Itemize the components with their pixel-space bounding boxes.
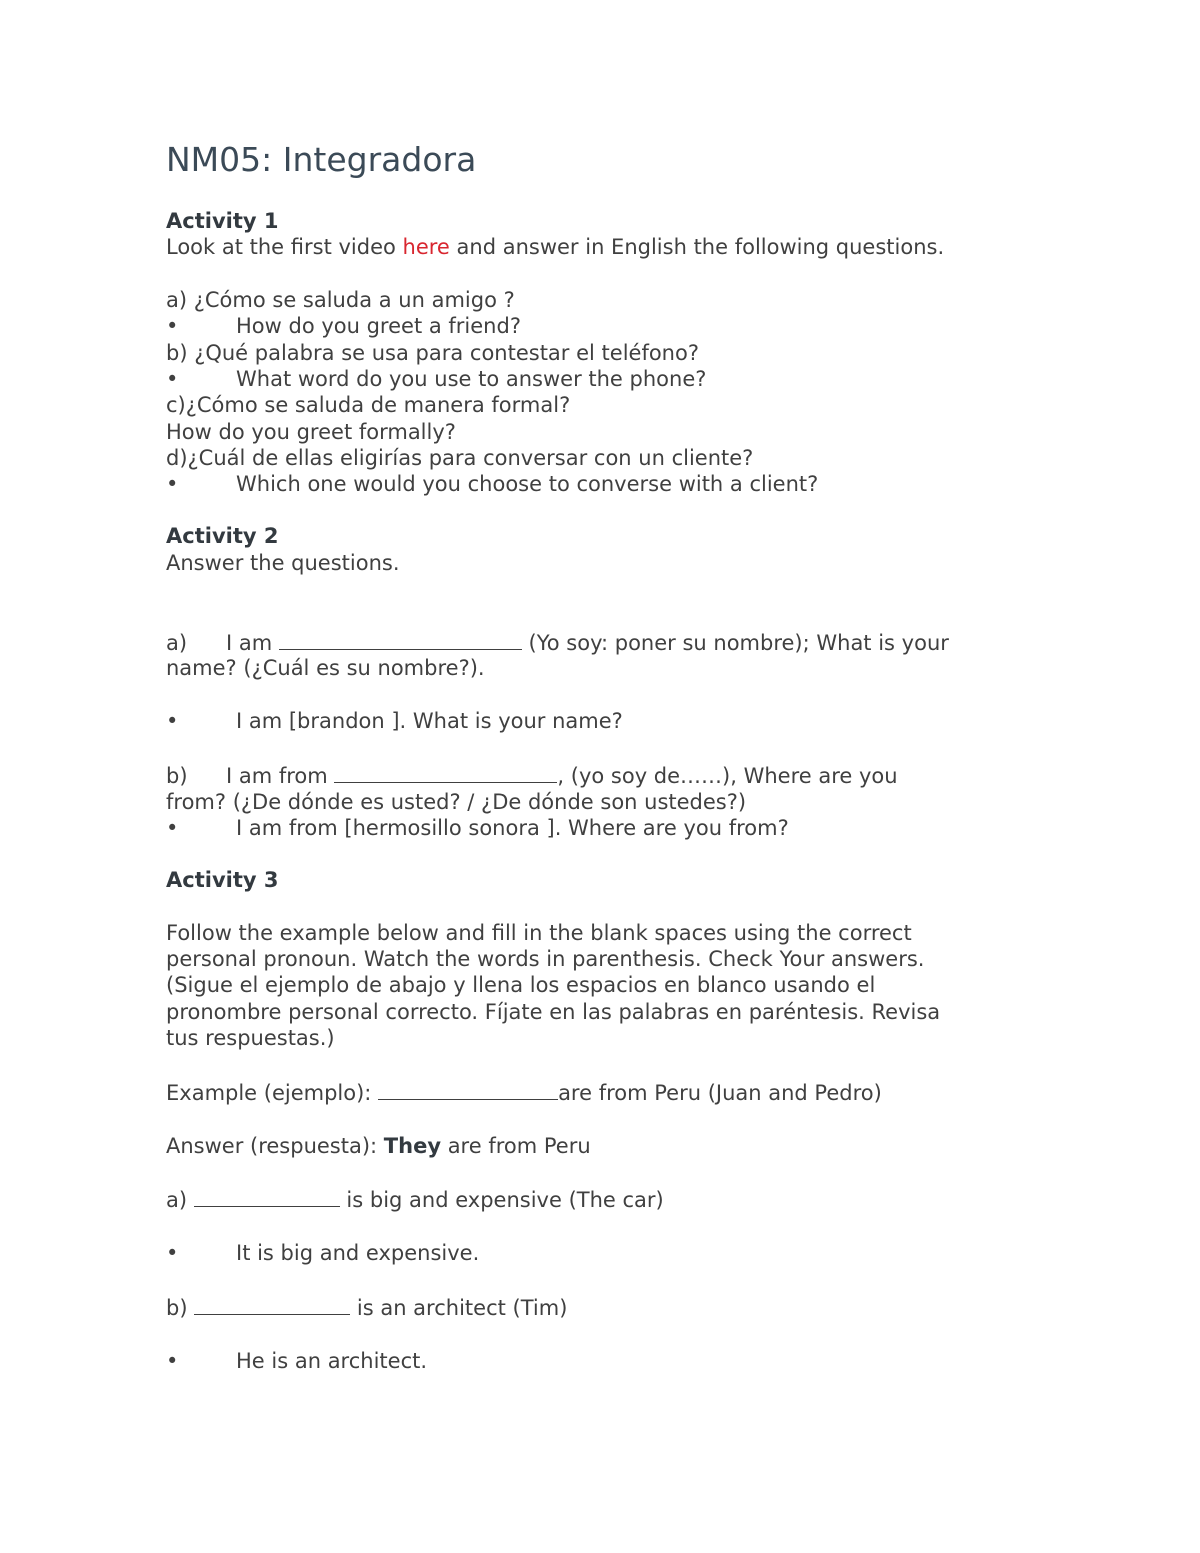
activity-1-intro bbox=[166, 234, 944, 260]
origin-blank bbox=[334, 762, 557, 783]
question-b-es: b) ¿Qué palabra se usa para contestar el teléfono? bbox=[166, 341, 699, 365]
example-blank bbox=[378, 1079, 558, 1100]
activity-1-heading: Activity 1 bbox=[166, 209, 279, 233]
item-a-rest: is big and expensive (The car) bbox=[339, 1188, 664, 1212]
answer-line bbox=[166, 1133, 591, 1159]
video-link[interactable]: here bbox=[402, 235, 450, 259]
answer-b-text: He is an architect. bbox=[236, 1349, 428, 1373]
example-line bbox=[166, 1079, 882, 1106]
activity-3-para-line-3: (Sigue el ejemplo de abajo y llena los espacios en blanco usando el bbox=[166, 973, 876, 997]
item-a-label: a) bbox=[166, 631, 188, 655]
activity-2-answer-a bbox=[166, 708, 623, 734]
example-rest: are from Peru (Juan and Pedro) bbox=[558, 1081, 882, 1105]
activity-2-item-b-cont: from? (¿De dónde es usted? / ¿De dónde son ustedes?) bbox=[166, 790, 747, 814]
answer-bold: They bbox=[383, 1134, 442, 1158]
question-a-en bbox=[166, 313, 521, 339]
activity-3-para-line-1: Follow the example below and fill in the blank spaces using the correct bbox=[166, 921, 912, 945]
activity-3-para-line-2: personal pronoun. Watch the words in parenthesis. Check Your answers. bbox=[166, 947, 925, 971]
intro-text-before: Look at the first video bbox=[166, 235, 403, 259]
example-label: Example (ejemplo): bbox=[166, 1081, 379, 1105]
bullet-icon: • bbox=[166, 709, 179, 733]
answer-b-text: I am from [hermosillo sonora ]. Where are you from? bbox=[236, 816, 789, 840]
item-b-label: b) bbox=[166, 1296, 195, 1320]
activity-2-heading: Activity 2 bbox=[166, 524, 279, 548]
bullet-icon: • bbox=[166, 472, 179, 496]
item-a-text-2: (Yo soy: poner su nombre); What is your bbox=[521, 631, 949, 655]
bullet-icon: • bbox=[166, 1241, 179, 1265]
item-b-text-2: , (yo soy de……), Where are you bbox=[557, 764, 898, 788]
item-a-blank bbox=[194, 1186, 340, 1207]
activity-2-item-a bbox=[166, 629, 949, 656]
item-a-text-1: I am bbox=[226, 631, 279, 655]
activity-3-answer-b bbox=[166, 1348, 427, 1374]
document-title: NM05: Integradora bbox=[166, 140, 477, 179]
activity-2-intro: Answer the questions. bbox=[166, 551, 400, 575]
bullet-icon: • bbox=[166, 816, 179, 840]
activity-2-item-a-cont: name? (¿Cuál es su nombre?). bbox=[166, 656, 485, 680]
answer-rest: are from Peru bbox=[441, 1134, 591, 1158]
question-c-en: How do you greet formally? bbox=[166, 420, 456, 444]
name-blank bbox=[279, 629, 522, 650]
activity-2-answer-b bbox=[166, 815, 789, 841]
item-b-rest: is an architect (Tim) bbox=[350, 1296, 568, 1320]
bullet-icon: • bbox=[166, 1349, 179, 1373]
bullet-icon: • bbox=[166, 314, 179, 338]
activity-3-para-line-4: pronombre personal correcto. Fíjate en las palabras en paréntesis. Revisa bbox=[166, 1000, 941, 1024]
answer-a-text: It is big and expensive. bbox=[236, 1241, 480, 1265]
question-b-en-text: What word do you use to answer the phone? bbox=[236, 367, 707, 391]
question-d-en bbox=[166, 471, 818, 497]
answer-label: Answer (respuesta): bbox=[166, 1134, 384, 1158]
item-b-text-1: I am from bbox=[226, 764, 335, 788]
bullet-icon: • bbox=[166, 367, 179, 391]
question-a-es: a) ¿Cómo se saluda a un amigo ? bbox=[166, 288, 515, 312]
question-b-en bbox=[166, 366, 706, 392]
item-b-label: b) bbox=[166, 764, 188, 788]
item-b-blank bbox=[194, 1294, 350, 1315]
item-a-label: a) bbox=[166, 1188, 194, 1212]
activity-3-answer-a bbox=[166, 1240, 479, 1266]
question-a-en-text: How do you greet a friend? bbox=[236, 314, 521, 338]
question-d-en-text: Which one would you choose to converse with a client? bbox=[236, 472, 819, 496]
answer-a-text: I am [brandon ]. What is your name? bbox=[236, 709, 623, 733]
activity-3-item-a bbox=[166, 1186, 664, 1213]
activity-3-item-b bbox=[166, 1294, 567, 1321]
question-c-es: c)¿Cómo se saluda de manera formal? bbox=[166, 393, 571, 417]
intro-text-after: and answer in English the following questions. bbox=[449, 235, 945, 259]
activity-3-para-line-5: tus respuestas.) bbox=[166, 1026, 335, 1050]
question-d-es: d)¿Cuál de ellas eligirías para conversar con un cliente? bbox=[166, 446, 754, 470]
activity-2-item-b bbox=[166, 762, 898, 789]
activity-3-heading: Activity 3 bbox=[166, 868, 279, 892]
